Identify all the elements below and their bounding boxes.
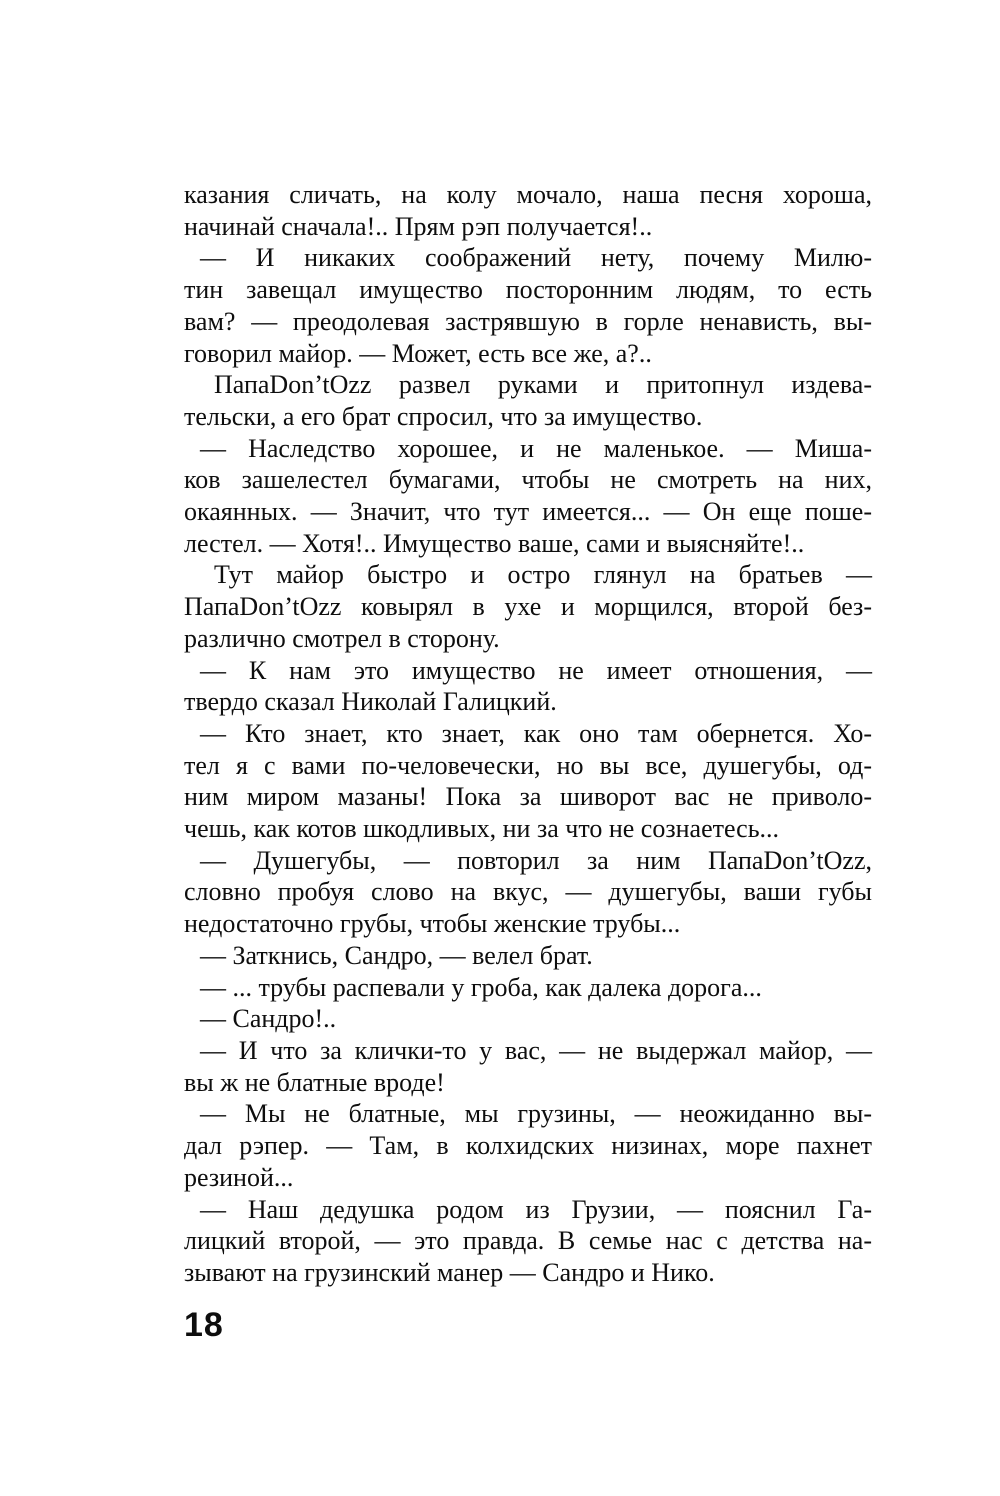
text-line: ПапаDon’tOzz ковырял в ухе и морщился, второй без- [184, 592, 872, 622]
text-line: казания сличать, на колу мочало, наша песня хороша, [184, 180, 872, 209]
text-line: — Кто знает, кто знает, как оно там обернется. Хо- [200, 718, 872, 748]
text-line: — Заткнись, Сандро, — велел брат. [200, 940, 593, 970]
text-line: вам? — преодолевая застрявшую в горле ненависть, вы- [184, 306, 872, 336]
text-line: дал рэпер. — Там, в колхидских низинах, море пахнет [184, 1131, 872, 1161]
paragraph [184, 845, 872, 940]
paragraph [184, 1194, 872, 1289]
text-line: Тут майор быстро и остро глянул на братьев — [214, 560, 872, 590]
text-line: — Душегубы, — повторил за ним ПапаDon’tOzz, [200, 845, 872, 875]
text-line: — Сандро!.. [200, 1004, 337, 1034]
text-line: чешь, как котов шкодливых, ни за что не сознаетесь... [184, 814, 780, 844]
text-line: недостаточно грубы, чтобы женские трубы... [184, 909, 681, 939]
paragraph [184, 1035, 872, 1098]
paragraph [184, 369, 872, 432]
paragraph [184, 1003, 872, 1035]
text-line: тин завещал имущество посторонним людям, то есть [184, 275, 872, 305]
text-line: — И никаких соображений нету, почему Милю- [200, 243, 872, 273]
paragraph [184, 972, 872, 1004]
text-line: словно пробуя слово на вкус, — душегубы, ваши губы [184, 877, 872, 907]
text-line: тел я с вами по-человечески, но вы все, душегубы, од- [184, 750, 872, 780]
paragraph [184, 242, 872, 369]
page-number: 18 [184, 1306, 224, 1344]
text-line: — И что за клички-то у вас, — не выдержал майор, — [200, 1035, 872, 1065]
text-line: окаянных. — Значит, что тут имеется... — Он еще поше- [184, 497, 872, 527]
text-line: резиной... [184, 1162, 294, 1192]
text-line: начинай сначала!.. Прям рэп получается!.. [184, 211, 653, 241]
text-line: — Наш дедушка родом из Грузии, — пояснил Га- [200, 1194, 872, 1224]
paragraph [184, 179, 872, 242]
text-line: ним миром мазаны! Пока за шиворот вас не приволо- [184, 782, 872, 812]
text-line: различно смотрел в сторону. [184, 623, 500, 653]
paragraph [184, 940, 872, 972]
text-line: — К нам это имущество не имеет отношения, — [200, 655, 872, 685]
paragraph [184, 433, 872, 560]
paragraph [184, 559, 872, 654]
text-line: зывают на грузинский манер — Сандро и Нико. [184, 1257, 715, 1287]
paragraph [184, 655, 872, 718]
text-line: твердо сказал Николай Галицкий. [184, 687, 557, 717]
text-line: — ... трубы распевали у гроба, как далека дорога... [200, 972, 762, 1002]
paragraph [184, 1098, 872, 1193]
text-line: — Наследство хорошее, и не маленькое. — Миша- [200, 433, 872, 463]
text-line: — Мы не блатные, мы грузины, — неожиданно вы- [200, 1099, 872, 1129]
text-line: вы ж не блатные вроде! [184, 1067, 445, 1097]
page-text-block [184, 179, 872, 1289]
text-line: тельски, а его брат спросил, что за имущество. [184, 401, 703, 431]
text-line: ков зашелестел бумагами, чтобы не смотреть на них, [184, 465, 872, 495]
text-line: говорил майор. — Может, есть все же, а?.. [184, 338, 652, 368]
text-line: лицкий второй, — это правда. В семье нас с детства на- [184, 1226, 872, 1256]
text-line: лестел. — Хотя!.. Имущество ваше, сами и выясняйте!.. [184, 528, 805, 558]
paragraph [184, 718, 872, 845]
text-line: ПапаDon’tOzz развел руками и притопнул издева- [214, 370, 872, 400]
